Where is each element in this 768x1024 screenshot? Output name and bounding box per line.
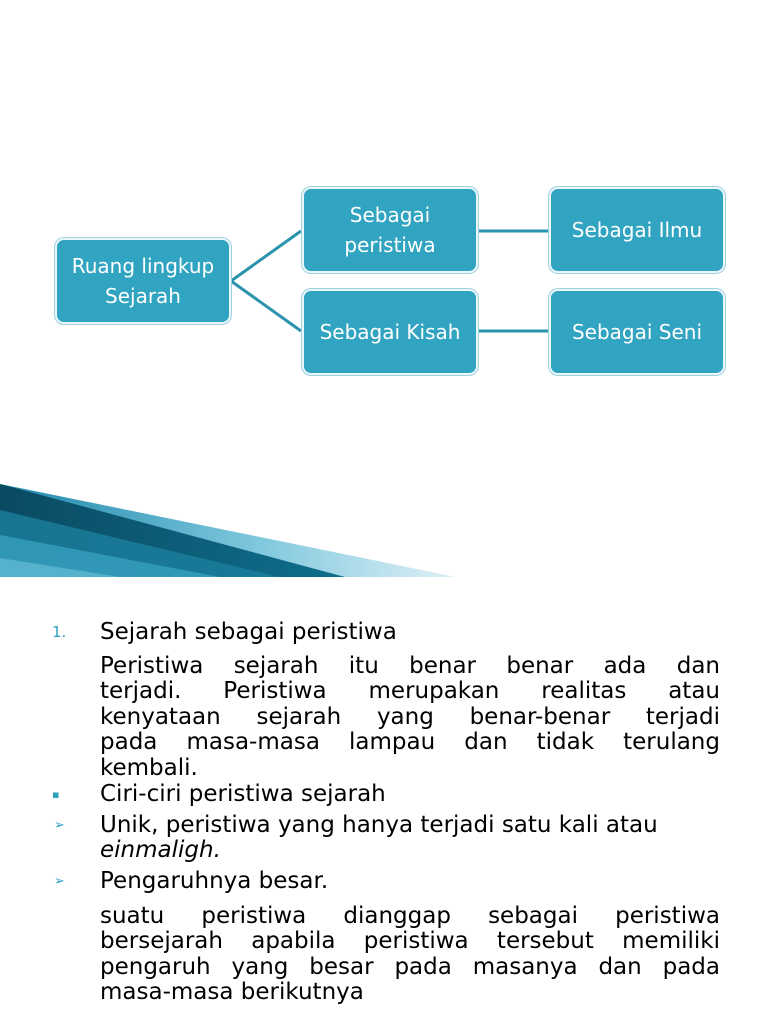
square-bullet-icon: ▪: [52, 787, 60, 801]
connector-root-kisah: [231, 281, 301, 331]
paragraph-line: masa-masa berikutnya: [100, 979, 364, 1006]
connector-root-peristiwa: [231, 231, 301, 281]
paragraph-line: Peristiwa sejarah itu benar benar ada dan: [100, 653, 720, 679]
paragraph-line: terjadi. Peristiwa merupakan realitas atau: [100, 678, 720, 705]
item-title: Sejarah sebagai peristiwa: [100, 619, 397, 645]
content-section: [0, 612, 768, 1012]
paragraph-line: bersejarah apabila peristiwa tersebut memiliki: [100, 928, 720, 955]
paragraph-line: pengaruh yang besar pada masanya dan pada: [100, 953, 720, 980]
item-emphasis: einmaligh.: [100, 837, 221, 863]
scope-diagram: [0, 0, 768, 400]
node-sebagai-ilmu-label: Sebagai Ilmu: [571, 218, 703, 242]
node-sebagai-seni-label: Sebagai Seni: [571, 320, 703, 344]
root-node-label: Ruang lingkup Sejarah: [71, 254, 215, 308]
item-text: Ciri-ciri peristiwa sejarah: [100, 781, 386, 807]
item-paragraph: [100, 904, 720, 1006]
node-sebagai-seni: [549, 289, 725, 375]
arrow-bullet-icon: ➢: [54, 817, 65, 833]
item-paragraph: [100, 654, 720, 781]
paragraph-line: suatu peristiwa dianggap sebagai peristiwa: [100, 903, 720, 929]
paragraph-line: pada masa-masa lampau dan tidak terulang: [100, 729, 720, 756]
item-text: Unik, peristiwa yang hanya terjadi satu kali atau: [100, 812, 658, 838]
node-sebagai-peristiwa: [302, 187, 478, 273]
node-sebagai-peristiwa-label: Sebagai peristiwa: [344, 203, 436, 257]
node-sebagai-kisah-label: Sebagai Kisah: [319, 320, 461, 344]
arrow-bullet-icon: ➢: [54, 873, 65, 889]
decorative-banner: [0, 480, 768, 580]
node-sebagai-ilmu: [549, 187, 725, 273]
root-node: [55, 238, 231, 324]
paragraph-line: kenyataan sejarah yang benar-benar terjadi: [100, 703, 720, 730]
item-title: Pengaruhnya besar.: [100, 868, 329, 894]
list-number: 1.: [52, 623, 67, 641]
node-sebagai-kisah: [302, 289, 478, 375]
paragraph-line: kembali.: [100, 754, 198, 781]
